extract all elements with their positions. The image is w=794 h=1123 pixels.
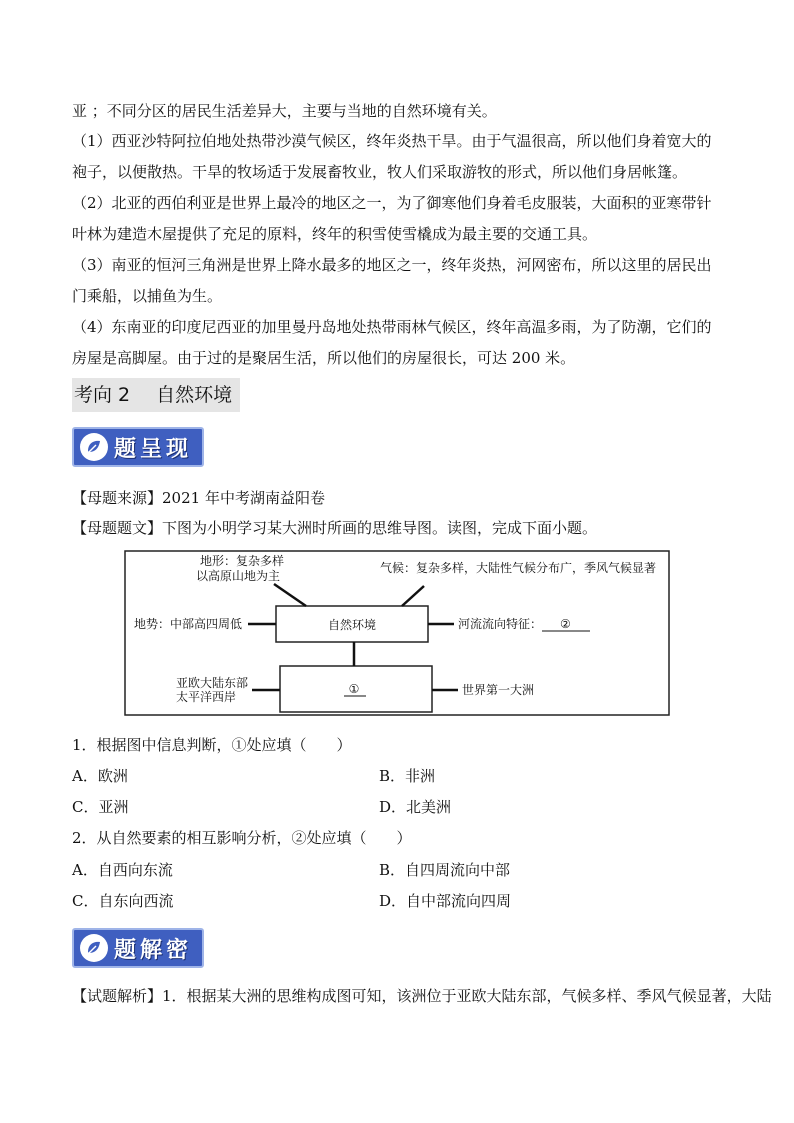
paragraph-2: （2）北亚的西伯利亚是世界上最冷的地区之一，为了御寒他们身着毛皮服装，大面积的亚寒带针叶林为建造木屋提供了充足的原料，终年的积雪使雪橇成为最主要的交通工具。 [72, 194, 712, 243]
section-heading [72, 378, 240, 412]
question-1-option-d[interactable]: D．北美洲 [379, 798, 452, 816]
stem-text: 下图为小明学习某大洲时所画的思维导图。读图，完成下面小题。 [162, 519, 598, 537]
question-2-option-d[interactable]: D．自中部流向四周 [379, 892, 512, 910]
relief-label: 地势：中部高四周低 [134, 617, 243, 631]
location-line-2: 太平洋西岸 [176, 690, 237, 704]
largest-label: 世界第一大洲 [462, 683, 535, 697]
question-banner-text: 题呈现 [114, 436, 193, 462]
question-2-option-b[interactable]: B．自四周流向中部 [379, 861, 511, 879]
question-1-option-a[interactable]: A．欧洲 [72, 767, 128, 785]
stem-label: 【母题题文】 [72, 519, 163, 537]
question-banner [72, 427, 204, 467]
terrain-line-1: 地形：复杂多样 [200, 554, 285, 568]
paragraph-1: （1）西亚沙特阿拉伯地处热带沙漠气候区，终年炎热干旱。由于气温很高，所以他们身着宽大的袍子，以便散热。干旱的牧场适于发展畜牧业，牧人们采取游牧的形式，所以他们身居帐篷。 [72, 132, 712, 181]
question-2-stem: 2．从自然要素的相互影响分析，②处应填（ ） [72, 829, 412, 847]
leaf-badge-icon [80, 433, 108, 461]
terrain-line-2: 以高原山地为主 [196, 569, 281, 583]
mind-map [124, 550, 670, 716]
paragraph-3: （3）南亚的恒河三角洲是世界上降水最多的地区之一，终年炎热，河网密布，所以这里的居民出门乘船，以捕鱼为生。 [72, 256, 712, 305]
question-1-stem: 1．根据图中信息判断，①处应填（ ） [72, 736, 352, 754]
source-label: 【母题来源】 [72, 489, 163, 507]
question-1-option-b[interactable]: B．非洲 [379, 767, 436, 785]
location-line-1: 亚欧大陆东部 [176, 676, 249, 690]
center-label: 自然环境 [327, 618, 377, 632]
source-line [72, 488, 325, 508]
paragraph-4: （4）东南亚的印度尼西亚的加里曼丹岛地处热带雨林气候区，终年高温多雨，为了防潮，它们的房屋是高脚屋。由于过的是聚居生活，所以他们的房屋很长，可达 200 米。 [72, 318, 712, 367]
river-label: 河流流向特征： [458, 617, 543, 631]
section-title: 自然环境 [156, 384, 233, 406]
source-text: 2021 年中考湖南益阳卷 [162, 489, 325, 507]
question-2-option-c[interactable]: C．自东向西流 [72, 892, 174, 910]
analysis-line [72, 986, 772, 1006]
climate-label: 气候：复杂多样，大陆性气候分布广，季风气候显著 [380, 561, 657, 575]
analysis-text: 1．根据某大洲的思维构成图可知，该洲位于亚欧大陆东部，气候多样、季风气候显著，大陆 [162, 987, 772, 1005]
blank-2: ② [560, 617, 571, 631]
question-1-option-c[interactable]: C．亚洲 [72, 798, 129, 816]
blank-1: ① [348, 682, 360, 696]
leaf-badge-icon [80, 934, 108, 962]
stem-line [72, 518, 597, 538]
answer-banner [72, 928, 204, 968]
section-number: 考向 2 [74, 384, 131, 406]
analysis-label: 【试题解析】 [72, 987, 163, 1005]
intro-lead: 亚 ；不同分区的居民生活差异大，主要与当地的自然环境有关。 [72, 102, 497, 120]
question-2-option-a[interactable]: A．自西向东流 [72, 861, 173, 879]
answer-banner-text: 题解密 [114, 937, 193, 963]
